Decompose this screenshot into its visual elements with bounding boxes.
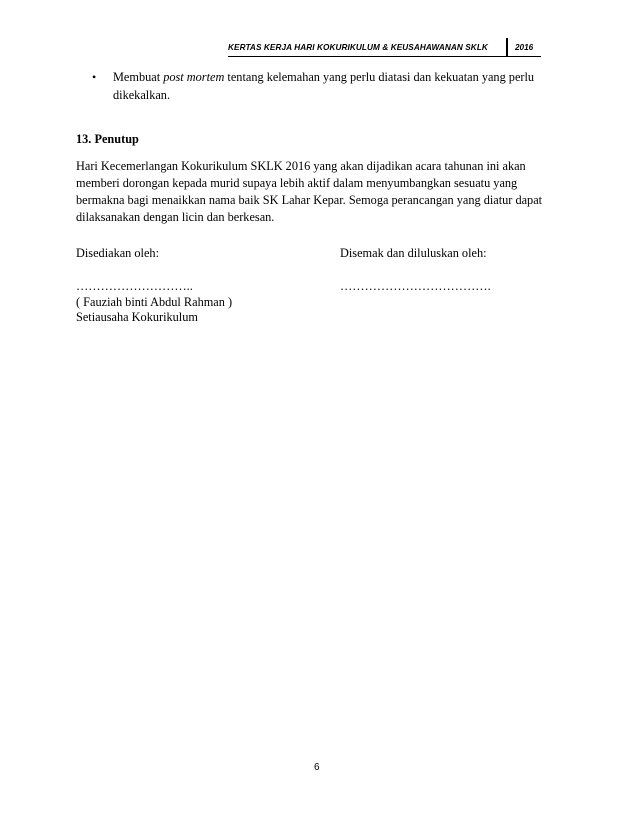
bullet-marker: • — [92, 70, 97, 84]
bullet-text-before: Membuat — [113, 70, 164, 84]
approved-by-signature-line: ………………………………. — [340, 279, 491, 293]
header-year: 2016 — [515, 43, 534, 52]
header-title: KERTAS KERJA HARI KOKURIKULUM & KEUSAHAWANAN SKLK — [228, 43, 488, 52]
bullet-text-after: tentang kelemahan yang perlu diatasi dan kekuatan yang perlu — [224, 70, 535, 84]
header-divider — [506, 38, 508, 56]
prepared-by-signature-line: ……………………….. — [76, 279, 193, 293]
paragraph-line-2: memberi dorongan kepada murid supaya lebih aktif dalam menyumbangkan sesuatu yang — [76, 176, 518, 190]
prepared-by-title: Setiausaha Kokurikulum — [76, 310, 198, 324]
bullet-text-line-2: dikekalkan. — [113, 88, 171, 102]
paragraph-line-1: Hari Kecemerlangan Kokurikulum SKLK 2016 yang akan dijadikan acara tahunan ini akan — [76, 159, 526, 173]
approved-by-label: Disemak dan diluluskan oleh: — [340, 246, 487, 260]
paragraph-line-4: dilaksanakan dengan licin dan berkesan. — [76, 210, 275, 224]
paragraph-line-3: bermakna bagi menaikkan nama baik SK Lahar Kepar. Semoga perancangan yang diatur dapat — [76, 193, 543, 207]
page-header — [228, 41, 538, 57]
page-number: 6 — [314, 762, 320, 773]
prepared-by-name: ( Fauziah binti Abdul Rahman ) — [76, 295, 233, 309]
prepared-by-label: Disediakan oleh: — [76, 246, 159, 260]
bullet-text-line-1 — [113, 69, 534, 87]
bullet-text-italic: post mortem — [163, 70, 225, 84]
section-heading: 13. Penutup — [76, 132, 139, 146]
header-rule — [228, 56, 541, 57]
